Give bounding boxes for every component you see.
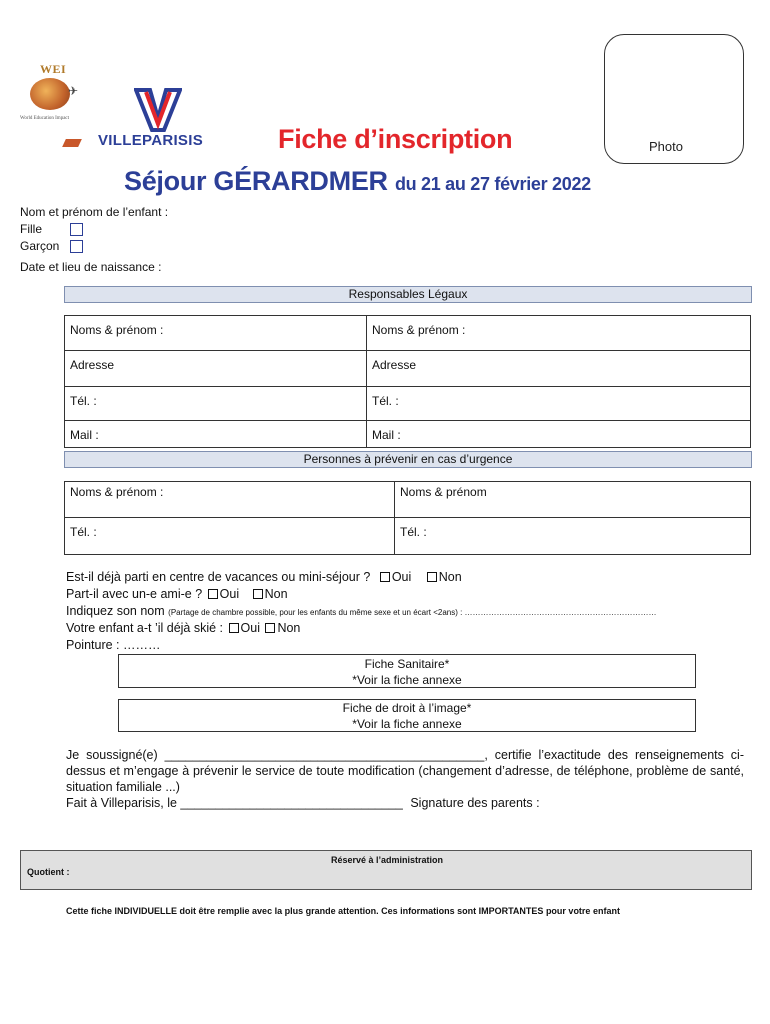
vacation-non-label: Non (438, 570, 462, 584)
photo-label: Photo (649, 139, 683, 154)
wei-logo-subtitle: World Education Impact (20, 116, 70, 121)
question-friend-label: Part-il avec un-e ami-e ? (66, 587, 203, 601)
child-name-label: Nom et prénom de l’enfant : (20, 205, 169, 219)
guardian1-address-field[interactable]: Adresse (65, 351, 367, 387)
question-vacation (66, 569, 462, 585)
villeparisis-v-icon (134, 88, 182, 132)
ski-oui-checkbox[interactable] (229, 623, 239, 633)
guardian1-mail-field[interactable]: Mail : (65, 421, 367, 448)
image-rights-note: *Voir la fiche annexe (352, 717, 462, 731)
sanitaire-title: Fiche Sanitaire* (364, 657, 450, 671)
boy-label: Garçon (20, 239, 60, 253)
boy-checkbox[interactable] (70, 240, 83, 253)
guardian2-name-field[interactable]: Noms & prénom : (367, 316, 751, 351)
friend-name-note[interactable]: (Partage de chambre possible, pour les enfants du même sexe et un écart <2ans) : ……………………………………………………………… (168, 608, 657, 617)
form-title: Fiche d’inscription (278, 124, 513, 154)
vacation-oui-label: Oui (391, 570, 412, 584)
friend-non-checkbox[interactable] (253, 589, 263, 599)
table-row (65, 316, 751, 351)
emergency1-phone-field[interactable]: Tél. : (65, 518, 395, 555)
guardian2-address-field[interactable]: Adresse (367, 351, 751, 387)
footer-suffix: pour votre enfant (543, 906, 620, 916)
sanitaire-note: *Voir la fiche annexe (352, 673, 462, 687)
footer-individuelle: INDIVIDUELLE (114, 906, 178, 916)
fait-a-field[interactable]: Fait à Villeparisis, le ________________________________ (66, 796, 403, 810)
declaration-text: Je soussigné(e) ______________________________________________, certifie l’exactitude des renseignements ci-dessus et m’engage à prévenir le service de toute modification (changement d’adresse, de téléphone, problème de santé, situation familiale ...) (66, 748, 744, 794)
shoe-size-field[interactable]: Pointure : ……… (66, 638, 161, 652)
sanitaire-box (118, 654, 696, 688)
guardian2-mail-field[interactable]: Mail : (367, 421, 751, 448)
table-row (65, 482, 751, 518)
question-ski-label: Votre enfant a-t ’il déjà skié : (66, 621, 224, 635)
footer-middle: doit être remplie avec la plus grande attention. Ces informations sont (177, 906, 479, 916)
question-vacation-label: Est-il déjà parti en centre de vacances ou mini-séjour ? (66, 570, 371, 584)
friend-name-label: Indiquez son nom (66, 604, 165, 618)
friend-non-label: Non (264, 587, 288, 601)
question-friend (66, 586, 288, 602)
signature-label: Signature des parents : (410, 796, 540, 810)
footer-prefix: Cette fiche (66, 906, 115, 916)
table-row (65, 421, 751, 448)
ski-oui-label: Oui (240, 621, 260, 635)
emergency-header: Personnes à prévenir en cas d’urgence (64, 451, 752, 468)
ski-non-label: Non (277, 621, 301, 635)
vacation-oui-checkbox[interactable] (380, 572, 390, 582)
question-friend-name (66, 603, 657, 621)
table-row (65, 387, 751, 421)
book-icon (62, 139, 82, 147)
quotient-label: Quotient : (27, 867, 70, 877)
vacation-non-checkbox[interactable] (427, 572, 437, 582)
friend-oui-label: Oui (219, 587, 240, 601)
girl-label: Fille (20, 222, 43, 236)
sejour-name: Séjour GÉRARDMER (124, 166, 388, 196)
emergency2-name-field[interactable]: Noms & prénom (395, 482, 751, 518)
villeparisis-logo-name: VILLEPARISIS (98, 132, 204, 149)
guardian2-phone-field[interactable]: Tél. : (367, 387, 751, 421)
wei-logo (20, 62, 92, 130)
guardians-table (64, 315, 751, 448)
girl-checkbox[interactable] (70, 223, 83, 236)
globe-icon (30, 78, 70, 110)
table-row (65, 518, 751, 555)
friend-oui-checkbox[interactable] (208, 589, 218, 599)
footer-importantes: IMPORTANTES (478, 906, 544, 916)
airplane-icon: ✈ (68, 84, 79, 98)
footer-note (66, 906, 620, 916)
image-rights-box (118, 699, 696, 732)
signature-line (66, 795, 540, 811)
admin-title: Réservé à l’administration (331, 855, 444, 865)
guardians-header: Responsables Légaux (64, 286, 752, 303)
admin-box (20, 850, 752, 890)
emergency-table (64, 481, 751, 555)
image-rights-title: Fiche de droit à l’image* (342, 701, 472, 715)
villeparisis-logo (98, 88, 222, 150)
boy-option (20, 239, 83, 253)
wei-logo-name: WEI (40, 62, 67, 76)
question-ski (66, 620, 300, 636)
emergency2-phone-field[interactable]: Tél. : (395, 518, 751, 555)
birth-label: Date et lieu de naissance : (20, 260, 162, 274)
photo-box (604, 34, 744, 164)
sejour-dates: du 21 au 27 février 2022 (394, 174, 591, 194)
table-row (65, 351, 751, 387)
sejour-title (124, 166, 591, 197)
girl-option (20, 222, 83, 236)
emergency1-name-field[interactable]: Noms & prénom : (65, 482, 395, 518)
ski-non-checkbox[interactable] (265, 623, 275, 633)
guardian1-phone-field[interactable]: Tél. : (65, 387, 367, 421)
guardian1-name-field[interactable]: Noms & prénom : (65, 316, 367, 351)
